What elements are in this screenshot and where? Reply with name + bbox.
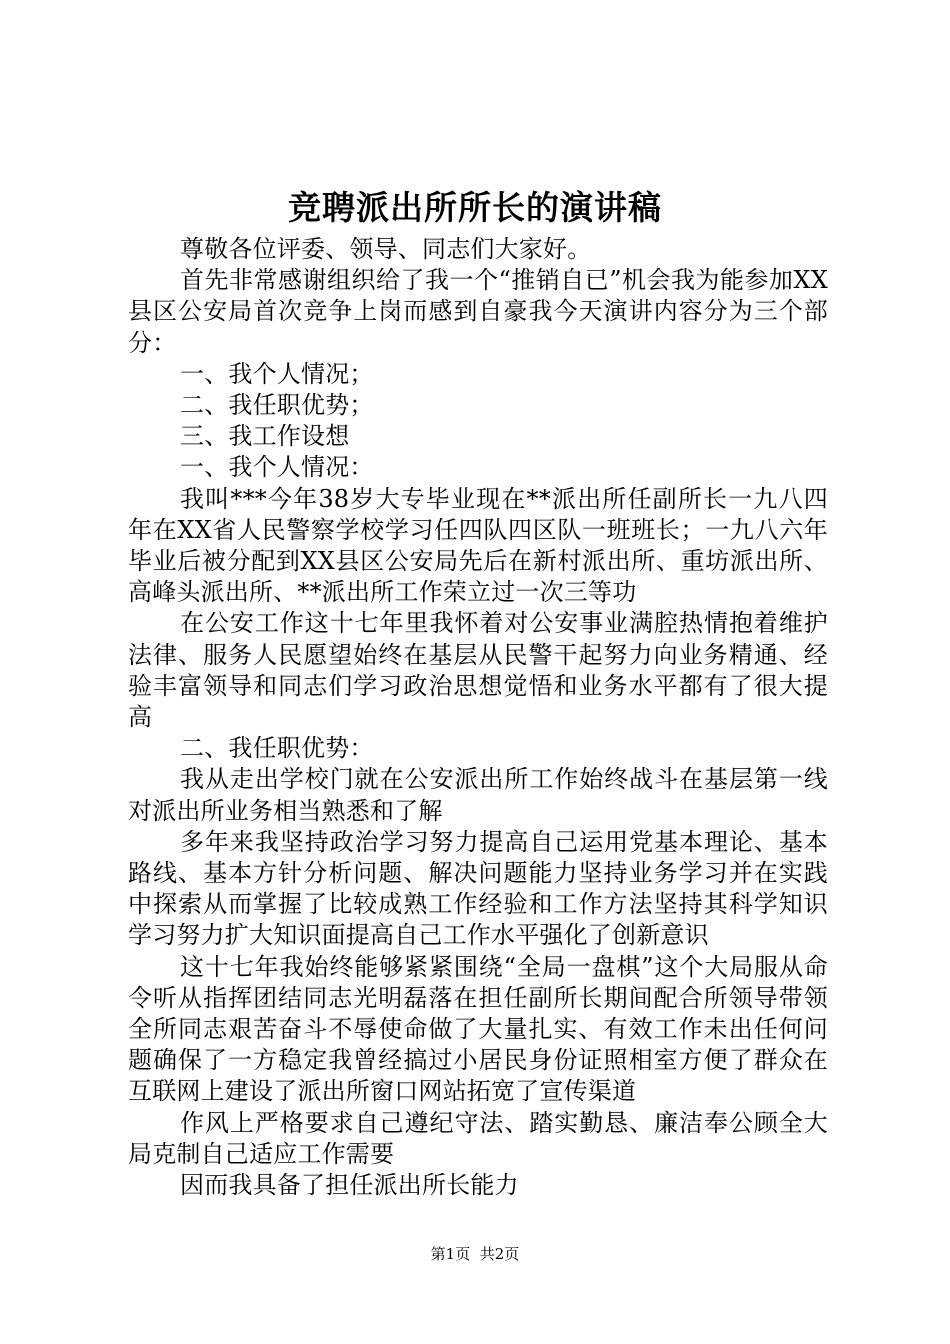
paragraph-study: 多年来我坚持政治学习努力提高自己运用党基本理论、基本路线、基本方针分析问题、解决问题能力坚持业务学习并在实践中探索从而掌握了比较成熟工作经验和工作方法坚持其科学知识学习努力扩大知识面提高自己工作水平强化了创新意识	[128, 827, 828, 950]
outline-item-3: 三、我工作设想	[180, 422, 350, 451]
page-number: 第1页	[430, 1245, 471, 1263]
paragraph-conclusion: 因而我具备了担任派出所长能力	[180, 1171, 519, 1200]
outline-item-1: 一、我个人情况；	[180, 359, 374, 388]
outline-item-2: 二、我任职优势；	[180, 391, 374, 420]
section-heading-advantages: 二、我任职优势：	[180, 734, 374, 763]
paragraph-frontline: 我从走出学校门就在公安派出所工作始终战斗在基层第一线对派出所业务相当熟悉和了解	[128, 765, 828, 825]
document-body	[128, 234, 828, 1201]
document-title: 竞聘派出所所长的演讲稿	[288, 188, 662, 227]
paragraph-achievements: 这十七年我始终能够紧紧围绕“全局一盘棋”这个大局服从命令听从指挥团结同志光明磊落在担任副所长期间配合所领导带领全所同志艰苦奋斗不辱使命做了大量扎实、有效工作未出任何问题确保了一方稳定我曾经搞过小居民身份证照相室方便了群众在互联网上建设了派出所窗口网站拓宽了宣传渠道	[128, 952, 828, 1106]
paragraph-intro: 首先非常感谢组织给了我一个“推销自已”机会我为能参加XX县区公安局首次竞争上岗而感到自豪我今天演讲内容分为三个部分：	[128, 266, 828, 357]
page-total: 共2页	[479, 1245, 520, 1263]
paragraph-experience: 在公安工作这十七年里我怀着对公安事业满腔热情抱着维护法律、服务人民愿望始终在基层从民警干起努力向业务精通、经验丰富领导和同志们学习政治思想觉悟和业务水平都有了很大提高	[128, 609, 828, 732]
paragraph-personal-info: 我叫***今年38岁大专毕业现在**派出所任副所长一九八四年在XX省人民警察学校学习任四队四区队一班班长；一九八六年毕业后被分配到XX县区公安局先后在新村派出所、重坊派出所、高峰头派出所、**派出所工作荣立过一次三等功	[128, 484, 828, 607]
paragraph-conduct: 作风上严格要求自己遵纪守法、踏实勤恳、廉洁奉公顾全大局克制自己适应工作需要	[128, 1108, 828, 1168]
section-heading-personal: 一、我个人情况：	[180, 453, 374, 482]
page-footer	[0, 1244, 950, 1264]
paragraph-greeting: 尊敬各位评委、领导、同志们大家好。	[180, 235, 592, 263]
